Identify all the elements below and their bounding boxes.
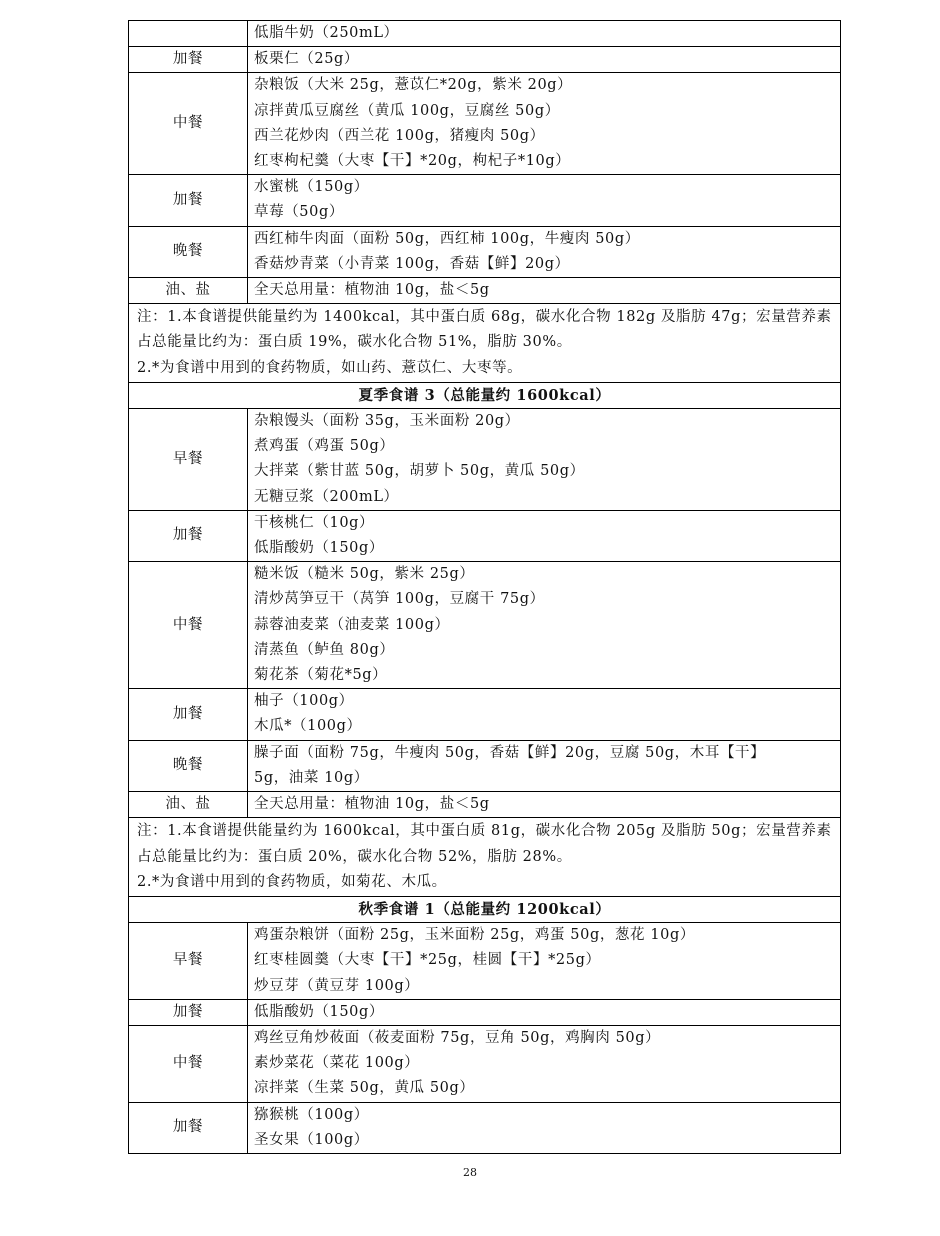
table-row bbox=[129, 1102, 841, 1153]
meal-content-cell bbox=[248, 226, 841, 277]
food-item: 凉拌菜（生菜 50g，黄瓜 50g） bbox=[254, 1080, 475, 1097]
food-item: 大拌菜（紫甘蓝 50g，胡萝卜 50g，黄瓜 50g） bbox=[254, 463, 585, 480]
table-row bbox=[129, 21, 841, 47]
meal-content-cell bbox=[248, 21, 841, 47]
meal-cell: 早餐 bbox=[129, 923, 248, 1000]
meal-cell: 油、盐 bbox=[129, 278, 248, 304]
table-row bbox=[129, 896, 841, 922]
meal-content-cell bbox=[248, 999, 841, 1025]
table-row bbox=[129, 278, 841, 304]
meal-cell: 加餐 bbox=[129, 510, 248, 561]
meal-cell: 油、盐 bbox=[129, 792, 248, 818]
table-row bbox=[129, 689, 841, 740]
note-line: 注：1.本食谱提供能量约为 1400kcal，其中蛋白质 68g，碳水化合物 182g 及脂肪 47g；宏量营养素占总能量比约为：蛋白质 19%，碳水化合物 51%，脂肪 30%。 bbox=[137, 309, 832, 351]
table-row bbox=[129, 740, 841, 791]
food-item: 低脂酸奶（150g） bbox=[254, 540, 384, 557]
table-row bbox=[129, 47, 841, 73]
section-title: 夏季食谱 3（总能量约 1600kcal） bbox=[129, 382, 841, 408]
meal-cell: 加餐 bbox=[129, 689, 248, 740]
food-item: 5g，油菜 10g） bbox=[254, 769, 369, 786]
table-row bbox=[129, 562, 841, 689]
note-line: 注：1.本食谱提供能量约为 1600kcal，其中蛋白质 81g，碳水化合物 205g 及脂肪 50g；宏量营养素占总能量比约为：蛋白质 20%，碳水化合物 52%，脂肪 28%。 bbox=[137, 823, 832, 865]
recipe-table bbox=[128, 20, 841, 1154]
meal-content-cell bbox=[248, 175, 841, 226]
note-line: 2.*为食谱中用到的食药物质，如菊花、木瓜。 bbox=[137, 873, 447, 890]
meal-content-cell bbox=[248, 409, 841, 511]
food-item: 干核桃仁（10g） bbox=[254, 514, 375, 531]
meal-cell: 中餐 bbox=[129, 73, 248, 175]
meal-cell: 加餐 bbox=[129, 47, 248, 73]
meal-content-cell bbox=[248, 510, 841, 561]
meal-cell: 晚餐 bbox=[129, 740, 248, 791]
food-item: 炒豆芽（黄豆芽 100g） bbox=[254, 977, 420, 994]
food-item: 低脂牛奶（250mL） bbox=[254, 25, 399, 41]
food-item: 圣女果（100g） bbox=[254, 1131, 369, 1148]
food-item: 菊花茶（菊花*5g） bbox=[254, 667, 388, 684]
meal-content-cell bbox=[248, 278, 841, 304]
food-item: 红枣桂圆羹（大枣【干】*25g，桂圆【干】*25g） bbox=[254, 952, 601, 969]
food-item: 水蜜桃（150g） bbox=[254, 179, 369, 196]
note-line: 2.*为食谱中用到的食药物质，如山药、薏苡仁、大枣等。 bbox=[137, 359, 523, 376]
food-item: 西红柿牛肉面（面粉 50g，西红柿 100g，牛瘦肉 50g） bbox=[254, 230, 640, 247]
food-item: 柚子（100g） bbox=[254, 693, 354, 710]
food-item: 香菇炒青菜（小青菜 100g，香菇【鲜】20g） bbox=[254, 255, 570, 272]
meal-content-cell bbox=[248, 73, 841, 175]
food-item: 草莓（50g） bbox=[254, 204, 344, 221]
nutrition-note bbox=[129, 818, 841, 897]
table-row bbox=[129, 226, 841, 277]
food-item: 西兰花炒肉（西兰花 100g，猪瘦肉 50g） bbox=[254, 127, 545, 144]
table-row bbox=[129, 923, 841, 1000]
table-row bbox=[129, 1025, 841, 1102]
table-row bbox=[129, 73, 841, 175]
meal-cell: 晚餐 bbox=[129, 226, 248, 277]
meal-cell bbox=[129, 21, 248, 47]
meal-cell: 加餐 bbox=[129, 1102, 248, 1153]
food-item: 猕猴桃（100g） bbox=[254, 1106, 369, 1123]
meal-content-cell bbox=[248, 689, 841, 740]
food-item: 全天总用量：植物油 10g，盐＜5g bbox=[254, 796, 490, 813]
food-item: 杂粮馒头（面粉 35g，玉米面粉 20g） bbox=[254, 413, 520, 430]
food-item: 素炒菜花（菜花 100g） bbox=[254, 1055, 420, 1072]
food-item: 凉拌黄瓜豆腐丝（黄瓜 100g，豆腐丝 50g） bbox=[254, 102, 560, 119]
food-item: 糙米饭（糙米 50g，紫米 25g） bbox=[254, 566, 475, 583]
food-item: 鸡蛋杂粮饼（面粉 25g，玉米面粉 25g，鸡蛋 50g，葱花 10g） bbox=[254, 927, 695, 944]
food-item: 鸡丝豆角炒莜面（莜麦面粉 75g，豆角 50g，鸡胸肉 50g） bbox=[254, 1029, 661, 1046]
food-item: 煮鸡蛋（鸡蛋 50g） bbox=[254, 438, 395, 455]
recipe-table-body bbox=[129, 21, 841, 1154]
table-row bbox=[129, 999, 841, 1025]
food-item: 全天总用量：植物油 10g，盐＜5g bbox=[254, 282, 490, 299]
food-item: 蒜蓉油麦菜（油麦菜 100g） bbox=[254, 616, 450, 633]
meal-cell: 早餐 bbox=[129, 409, 248, 511]
meal-content-cell bbox=[248, 47, 841, 73]
section-title: 秋季食谱 1（总能量约 1200kcal） bbox=[129, 896, 841, 922]
food-item: 杂粮饭（大米 25g，薏苡仁*20g，紫米 20g） bbox=[254, 77, 573, 94]
table-row bbox=[129, 818, 841, 897]
nutrition-note bbox=[129, 304, 841, 383]
meal-content-cell bbox=[248, 740, 841, 791]
meal-content-cell bbox=[248, 923, 841, 1000]
meal-content-cell bbox=[248, 792, 841, 818]
food-item: 清炒莴笋豆干（莴笋 100g，豆腐干 75g） bbox=[254, 591, 545, 608]
food-item: 板栗仁（25g） bbox=[254, 51, 360, 68]
table-row bbox=[129, 175, 841, 226]
meal-cell: 中餐 bbox=[129, 562, 248, 689]
meal-content-cell bbox=[248, 562, 841, 689]
meal-cell: 中餐 bbox=[129, 1025, 248, 1102]
table-row bbox=[129, 409, 841, 511]
meal-content-cell bbox=[248, 1102, 841, 1153]
table-row bbox=[129, 510, 841, 561]
table-row bbox=[129, 382, 841, 408]
table-row bbox=[129, 304, 841, 383]
recipe-page bbox=[128, 20, 841, 1154]
food-item: 臊子面（面粉 75g，牛瘦肉 50g，香菇【鲜】20g，豆腐 50g，木耳【干】 bbox=[254, 744, 766, 761]
meal-content-cell bbox=[248, 1025, 841, 1102]
food-item: 红枣枸杞羹（大枣【干】*20g，枸杞子*10g） bbox=[254, 153, 571, 170]
food-item: 无糖豆浆（200mL） bbox=[254, 488, 399, 505]
table-row bbox=[129, 792, 841, 818]
food-item: 木瓜*（100g） bbox=[254, 718, 362, 735]
meal-cell: 加餐 bbox=[129, 999, 248, 1025]
meal-cell: 加餐 bbox=[129, 175, 248, 226]
food-item: 低脂酸奶（150g） bbox=[254, 1003, 384, 1020]
page-number: 28 bbox=[463, 1166, 477, 1179]
food-item: 清蒸鱼（鲈鱼 80g） bbox=[254, 641, 395, 658]
